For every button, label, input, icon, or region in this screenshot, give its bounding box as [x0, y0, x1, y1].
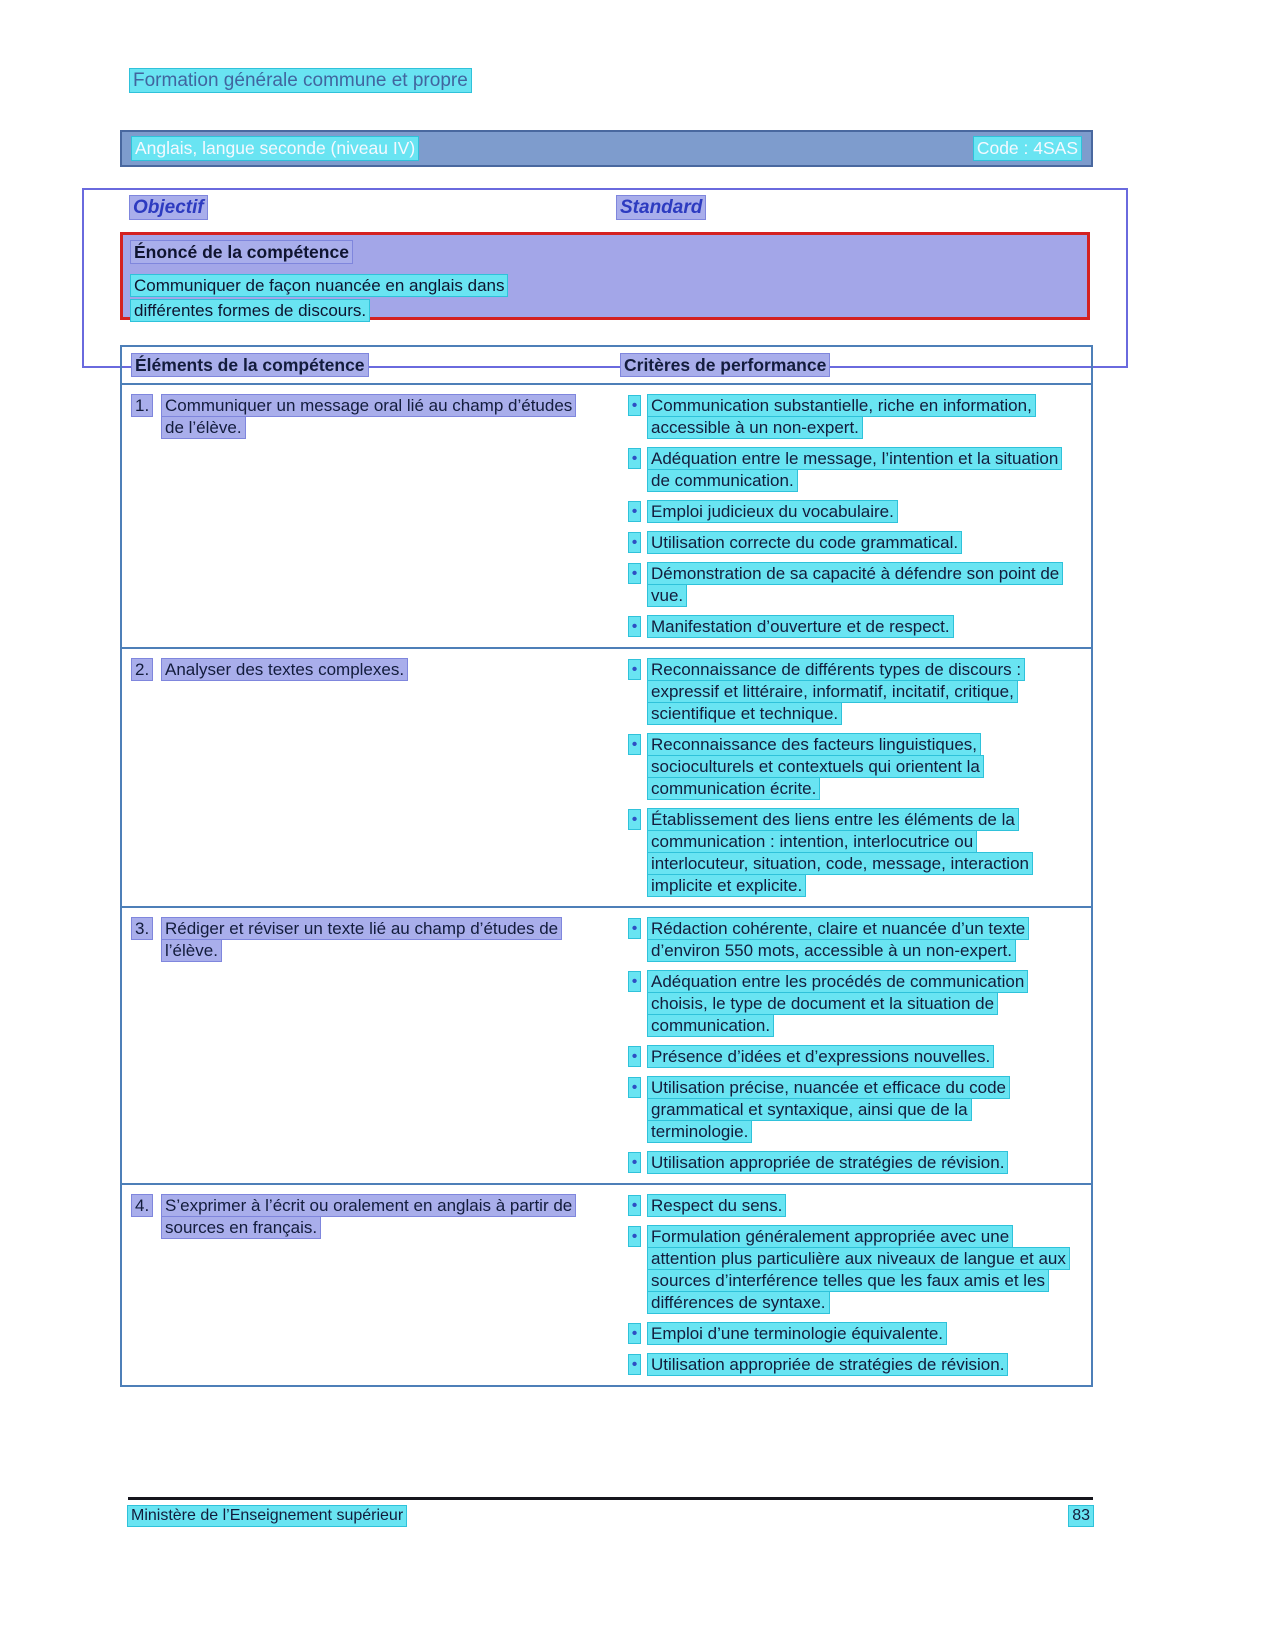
- element-text: Rédiger et réviser un texte lié au champ d’études de l’élève.: [162, 918, 561, 961]
- criterion-text: Utilisation appropriée de stratégies de révision.: [648, 1354, 1007, 1375]
- criterion-item: [621, 501, 1091, 523]
- criterion-text: Emploi d’une terminologie équivalente.: [648, 1323, 946, 1344]
- table-row: [122, 906, 1091, 1183]
- objectif-heading: [130, 197, 207, 219]
- criterion-text: Adéquation entre le message, l’intention et la situation de communication.: [648, 448, 1061, 491]
- criterion-item: [621, 1077, 1091, 1143]
- element-cell: [122, 385, 615, 647]
- criteria-cell: [615, 649, 1091, 906]
- column-header-criteres-text: Critères de performance: [621, 354, 829, 376]
- document-title-text: Formation générale commune et propre: [130, 69, 471, 92]
- criterion-text: Utilisation précise, nuancée et efficace du code grammatical et syntaxique, ainsi que de la terminologie.: [648, 1077, 1009, 1142]
- criterion-text: Communication substantielle, riche en information, accessible à un non-expert.: [648, 395, 1035, 438]
- criterion-item: [621, 1226, 1091, 1314]
- criterion-text: Emploi judicieux du vocabulaire.: [648, 501, 897, 522]
- bullet-icon: •: [629, 810, 641, 829]
- criterion-text: Formulation généralement appropriée avec une attention plus particulière aux niveaux de langue et aux sources d’interférence telles que les faux amis et les différences de syntaxe.: [648, 1226, 1069, 1313]
- criterion-item: [621, 809, 1091, 897]
- bullet-icon: •: [629, 919, 641, 938]
- criterion-item: [621, 734, 1091, 800]
- bullet-icon: •: [629, 735, 641, 754]
- criterion-item: [621, 395, 1091, 439]
- standard-heading: [617, 197, 705, 219]
- column-header-elements-text: Éléments de la compétence: [132, 354, 368, 376]
- element-text: Communiquer un message oral lié au champ d’études de l’élève.: [162, 395, 575, 438]
- element-cell: [122, 1185, 615, 1385]
- criterion-item: [621, 659, 1091, 725]
- criterion-text: Adéquation entre les procédés de communication choisis, le type de document et la situation de communication.: [648, 971, 1027, 1036]
- page-number: 83: [1069, 1506, 1093, 1526]
- bullet-icon: •: [629, 396, 641, 415]
- criterion-item: [621, 448, 1091, 492]
- element-text: S’exprimer à l’écrit ou oralement en anglais à partir de sources en français.: [162, 1195, 575, 1238]
- criterion-text: Utilisation correcte du code grammatical.: [648, 532, 961, 553]
- bullet-icon: •: [629, 502, 641, 521]
- enonce-heading: [131, 242, 1079, 263]
- criteria-cell: [615, 1185, 1091, 1385]
- enonce-competence-box: [120, 232, 1090, 320]
- enonce-body-line: différentes formes de discours.: [131, 300, 369, 321]
- bullet-icon: •: [629, 1324, 641, 1343]
- criteria-cell: [615, 908, 1091, 1183]
- document-title: [130, 70, 471, 92]
- criterion-item: [621, 563, 1091, 607]
- course-title: Anglais, langue seconde (niveau IV): [132, 137, 418, 160]
- bullet-icon: •: [629, 1153, 641, 1172]
- element-cell: [122, 649, 615, 906]
- element-number: 4.: [132, 1195, 152, 1216]
- criterion-item: [621, 971, 1091, 1037]
- objectif-standard-panel: [82, 188, 1128, 368]
- bullet-icon: •: [629, 1078, 641, 1097]
- criterion-item: [621, 1152, 1091, 1174]
- bullet-icon: •: [629, 564, 641, 583]
- criterion-text: Respect du sens.: [648, 1195, 785, 1216]
- criterion-text: Rédaction cohérente, claire et nuancée d’un texte d’environ 550 mots, accessible à un non-expert.: [648, 918, 1028, 961]
- table-header-row: [122, 347, 1091, 385]
- page-footer: [128, 1497, 1093, 1526]
- element-number: 3.: [132, 918, 152, 939]
- element-text: Analyser des textes complexes.: [162, 659, 407, 680]
- criterion-text: Utilisation appropriée de stratégies de révision.: [648, 1152, 1007, 1173]
- criterion-item: [621, 1354, 1091, 1376]
- standard-heading-text: Standard: [617, 196, 705, 219]
- bullet-icon: •: [629, 660, 641, 679]
- criterion-item: [621, 1323, 1091, 1345]
- bullet-icon: •: [629, 449, 641, 468]
- objectif-heading-text: Objectif: [130, 196, 207, 219]
- enonce-heading-text: Énoncé de la compétence: [131, 241, 352, 263]
- enonce-body: [131, 274, 1079, 323]
- course-header-bar: [120, 130, 1093, 167]
- criteria-cell: [615, 385, 1091, 647]
- bullet-icon: •: [629, 1047, 641, 1066]
- element-cell: [122, 908, 615, 1183]
- criterion-text: Démonstration de sa capacité à défendre son point de vue.: [648, 563, 1062, 606]
- bullet-icon: •: [629, 1355, 641, 1374]
- column-header-elements: [122, 355, 615, 376]
- enonce-body-line: Communiquer de façon nuancée en anglais dans: [131, 275, 507, 296]
- bullet-icon: •: [629, 1196, 641, 1215]
- criterion-text: Reconnaissance de différents types de discours : expressif et littéraire, informatif, incitatif, critique, scientifique et technique.: [648, 659, 1024, 724]
- table-row: [122, 385, 1091, 647]
- criterion-item: [621, 1046, 1091, 1068]
- criterion-item: [621, 616, 1091, 638]
- criterion-item: [621, 918, 1091, 962]
- criterion-text: Reconnaissance des facteurs linguistiques, socioculturels et contextuels qui orientent la communication écrite.: [648, 734, 983, 799]
- bullet-icon: •: [629, 972, 641, 991]
- table-row: [122, 647, 1091, 906]
- bullet-icon: •: [629, 617, 641, 636]
- criterion-text: Présence d’idées et d’expressions nouvelles.: [648, 1046, 993, 1067]
- criterion-item: [621, 532, 1091, 554]
- footer-ministry: Ministère de l’Enseignement supérieur: [128, 1506, 406, 1526]
- element-number: 2.: [132, 659, 152, 680]
- column-header-criteres: [615, 355, 1091, 376]
- course-code: Code : 4SAS: [974, 137, 1081, 160]
- bullet-icon: •: [629, 1227, 641, 1246]
- competence-table: [120, 345, 1093, 1387]
- criterion-item: [621, 1195, 1091, 1217]
- criterion-text: Établissement des liens entre les éléments de la communication : intention, interlocutrice ou interlocuteur, situation, code, message, interaction implicite et explicite.: [648, 809, 1032, 896]
- bullet-icon: •: [629, 533, 641, 552]
- table-row: [122, 1183, 1091, 1385]
- criterion-text: Manifestation d’ouverture et de respect.: [648, 616, 953, 637]
- element-number: 1.: [132, 395, 152, 416]
